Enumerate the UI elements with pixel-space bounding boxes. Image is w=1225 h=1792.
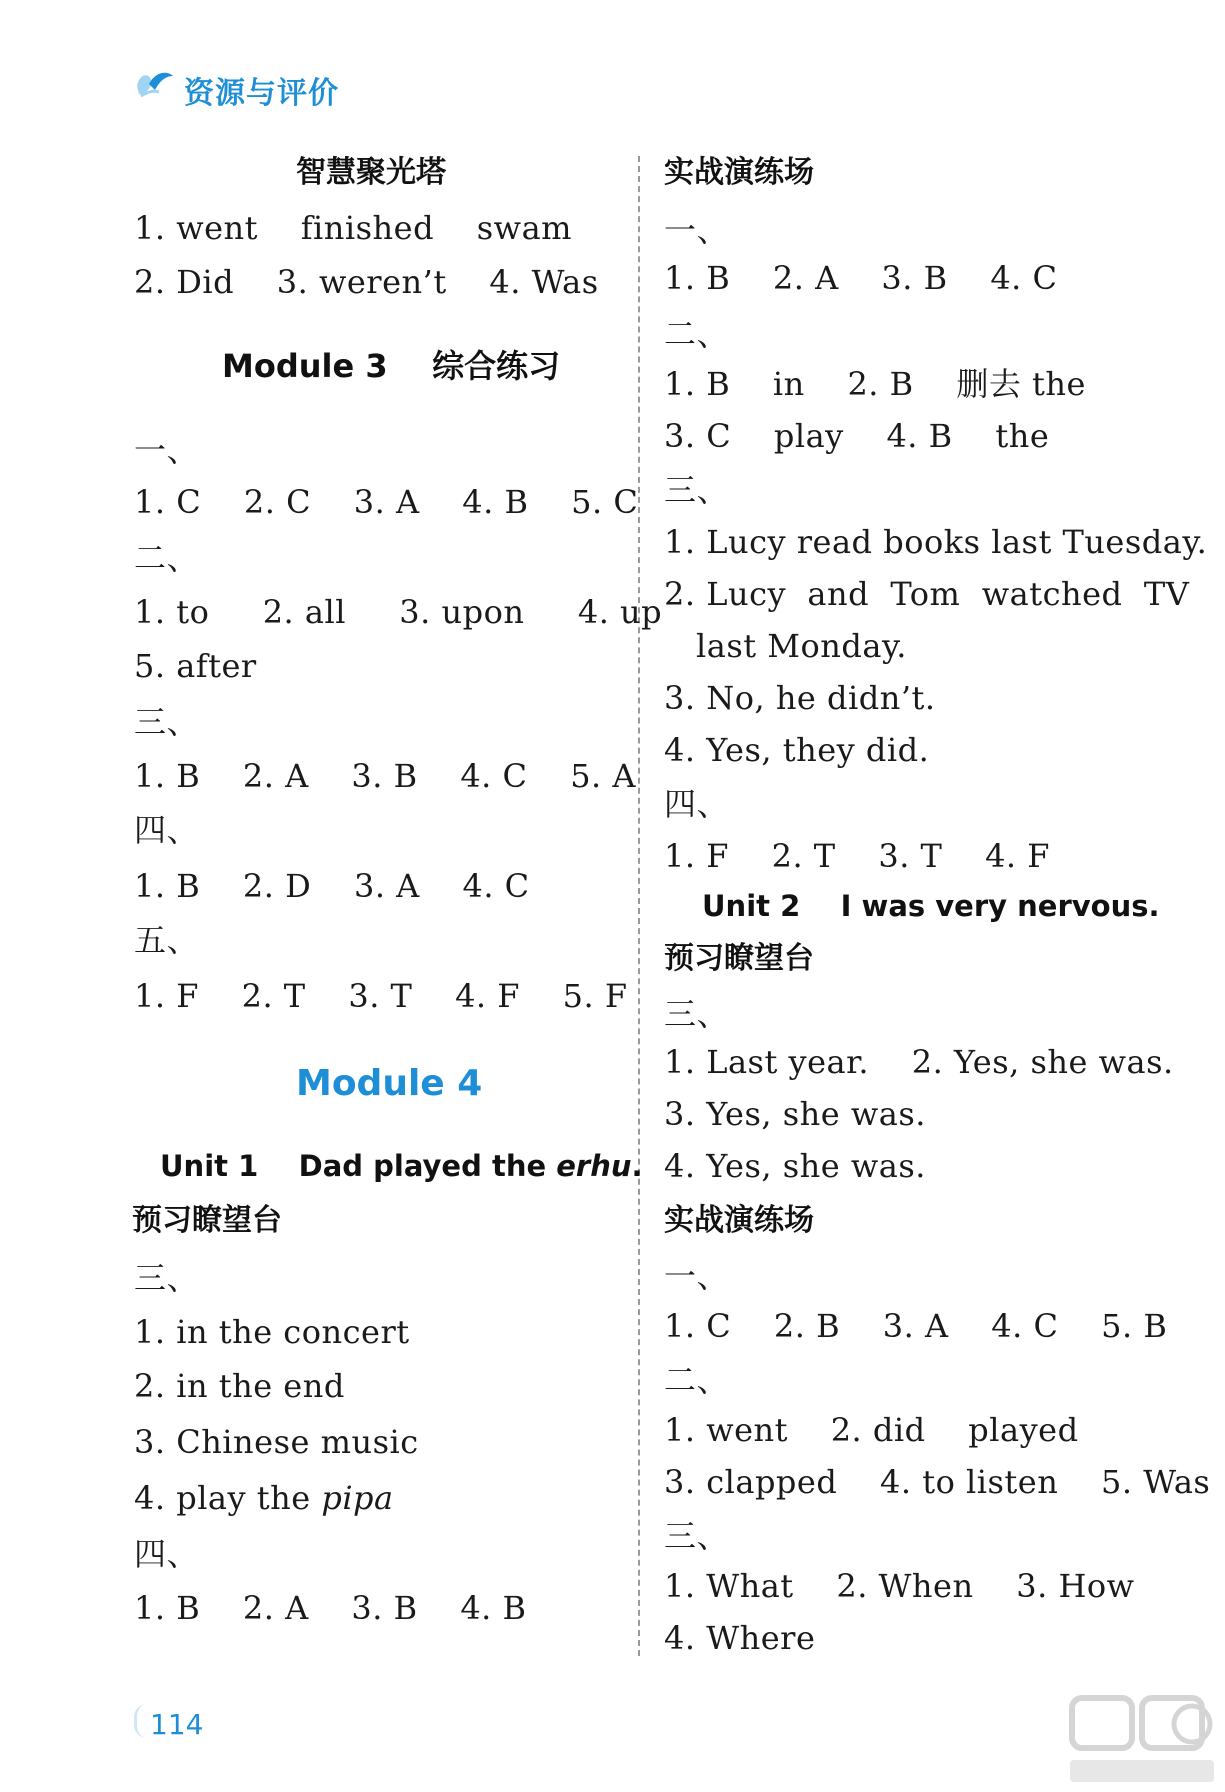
watermark-logo — [1062, 1690, 1222, 1790]
answer-line: 1. B 2. A 3. B 4. C — [664, 259, 1058, 297]
answer-line: 4. Yes, she was. — [664, 1147, 926, 1185]
answer-line: 3. No, he didn’t. — [664, 679, 936, 717]
section-number: 四、 — [134, 1535, 200, 1573]
answer-line: 4. Yes, they did. — [664, 731, 930, 769]
answer-line: 1. C 2. B 3. A 4. C 5. B — [664, 1307, 1168, 1345]
answer-line: 1. went 2. did played — [664, 1411, 1079, 1449]
answer-line: 1. in the concert — [134, 1313, 410, 1351]
answer-line: 1. B in 2. B 删去 the — [664, 365, 1086, 403]
answer-line: 1. Last year. 2. Yes, she was. — [664, 1043, 1174, 1081]
section-number: 三、 — [664, 995, 730, 1033]
answer-line: 1. Lucy read books last Tuesday. — [664, 523, 1208, 561]
answer-line: 1. What 2. When 3. How — [664, 1567, 1135, 1605]
section-heading-yuxi: 预习瞭望台 — [132, 1203, 282, 1238]
page-number-bracket — [134, 1704, 147, 1738]
section-number: 四、 — [134, 811, 200, 849]
answer-line: 3. Yes, she was. — [664, 1095, 926, 1133]
section-number: 三、 — [134, 1259, 200, 1297]
answer-line: 3. Chinese music — [134, 1423, 419, 1461]
answer-line: 2. Did 3. weren’t 4. Was — [134, 263, 599, 301]
section-number: 二、 — [664, 1361, 730, 1399]
answer-line: 4. play the pipa — [134, 1479, 394, 1517]
column-divider — [638, 156, 640, 1656]
section-number: 一、 — [664, 211, 730, 249]
section-number: 三、 — [664, 471, 730, 509]
answer-line: 1. B 2. A 3. B 4. B — [134, 1589, 527, 1627]
answer-line: 1. F 2. T 3. T 4. F 5. F — [134, 977, 628, 1015]
section-number: 五、 — [134, 921, 200, 959]
module3-heading: Module 3 综合练习 — [222, 347, 561, 385]
unit1-heading: Unit 1 Dad played the erhu. — [160, 1149, 643, 1183]
unit2-heading: Unit 2 I was very nervous. — [702, 889, 1160, 923]
brand-title: 资源与评价 — [184, 76, 339, 111]
section-number: 三、 — [134, 703, 200, 741]
answer-line: 1. to 2. all 3. upon 4. up — [134, 593, 663, 631]
section-heading-zhihui: 智慧聚光塔 — [296, 155, 446, 190]
section-number: 二、 — [134, 539, 200, 577]
answer-line: 4. Where — [664, 1619, 816, 1657]
answer-line: 2. in the end — [134, 1367, 345, 1405]
brand-logo-icon — [133, 66, 177, 106]
answer-line: 1. went finished swam — [134, 209, 572, 247]
answer-line: last Monday. — [696, 627, 907, 665]
answer-line: 1. C 2. C 3. A 4. B 5. C — [134, 483, 639, 521]
module4-heading: Module 4 — [296, 1063, 483, 1104]
section-number: 三、 — [664, 1517, 730, 1555]
answer-line: 3. clapped 4. to listen 5. Was — [664, 1463, 1211, 1501]
section-heading-shizhan: 实战演练场 — [664, 155, 814, 190]
answer-line: 1. B 2. A 3. B 4. C 5. A — [134, 757, 636, 795]
answer-line: 5. after — [134, 647, 257, 685]
answer-line: 2. Lucy and Tom watched TV — [664, 575, 1190, 613]
answer-line: 1. B 2. D 3. A 4. C — [134, 867, 530, 905]
page-number: 114 — [150, 1708, 204, 1741]
section-heading-shizhan: 实战演练场 — [664, 1203, 814, 1238]
section-number: 二、 — [664, 315, 730, 353]
section-number: 一、 — [664, 1257, 730, 1295]
section-number: 一、 — [134, 431, 200, 469]
section-number: 四、 — [664, 785, 730, 823]
answer-line: 3. C play 4. B the — [664, 417, 1050, 455]
answer-line: 1. F 2. T 3. T 4. F — [664, 837, 1050, 875]
section-heading-yuxi: 预习瞭望台 — [664, 941, 814, 976]
